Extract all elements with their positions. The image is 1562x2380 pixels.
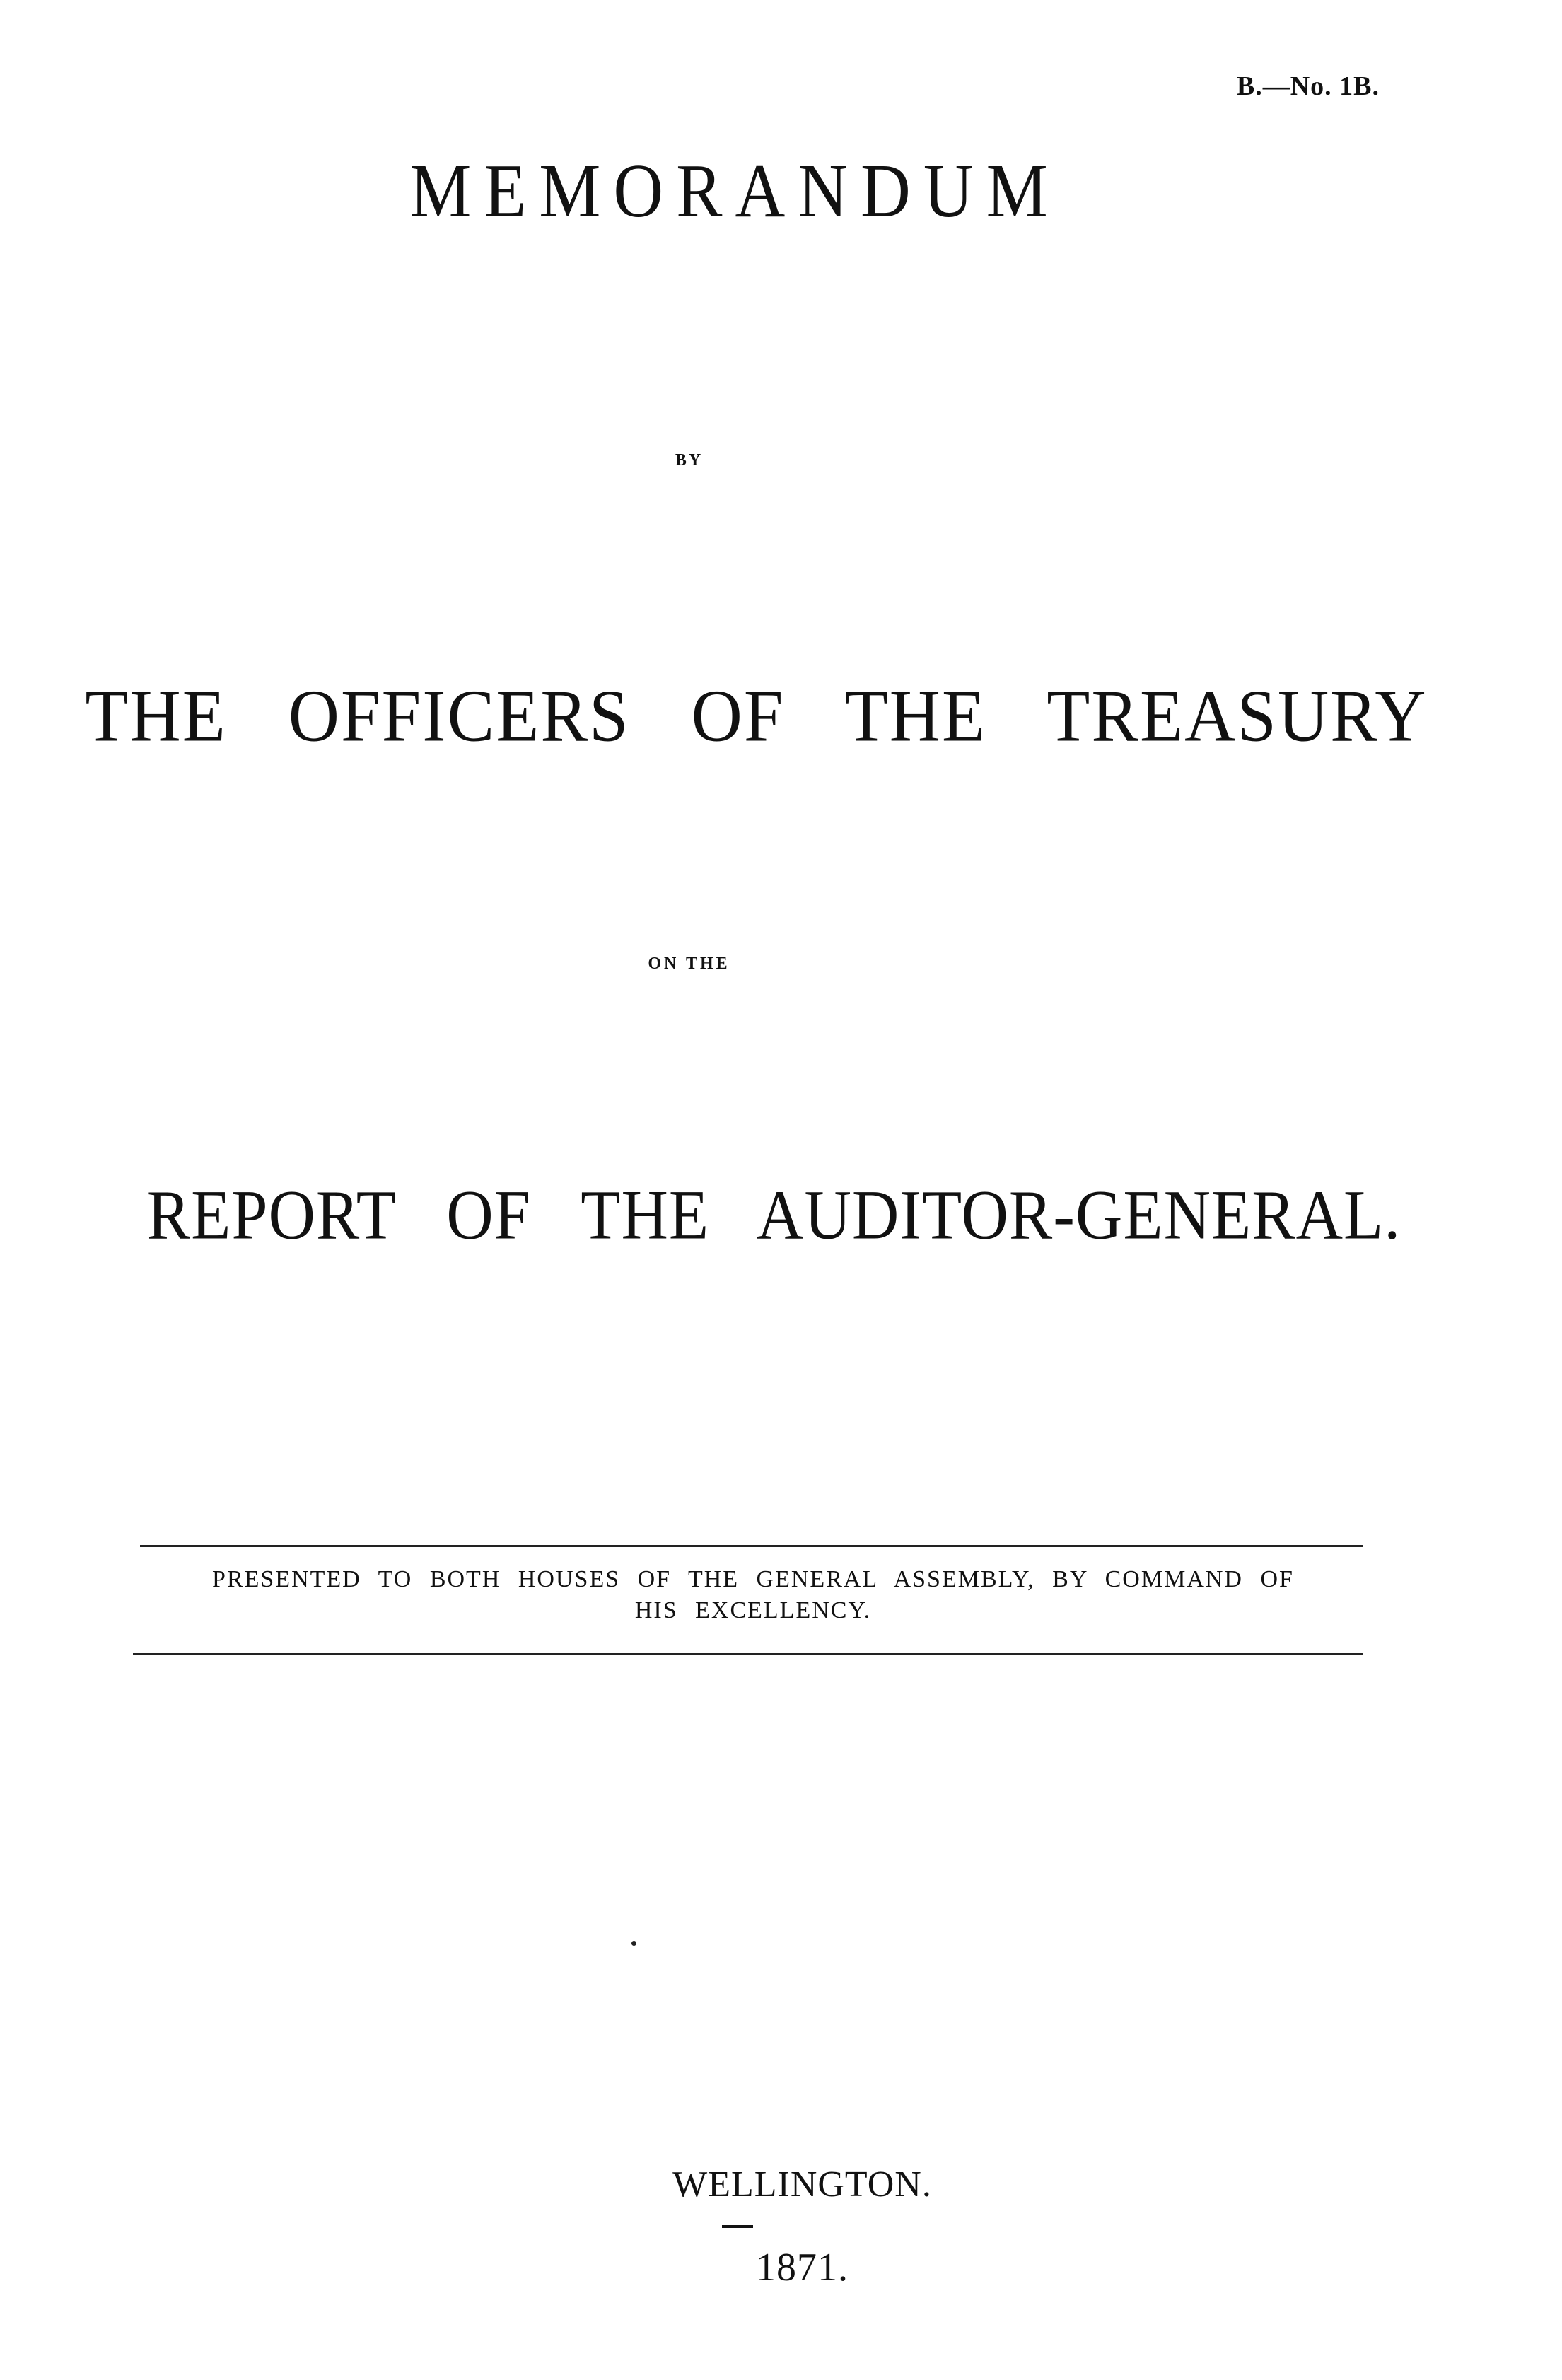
presentation-notice: [148, 1564, 1358, 1626]
by-label: BY: [675, 451, 704, 469]
document-reference-number: B.—No. 1B.: [1236, 71, 1380, 101]
on-the-label: ON THE: [648, 955, 730, 973]
ink-dot: [631, 1941, 636, 1946]
author-heading: THE OFFICERS OF THE TREASURY: [85, 675, 1428, 757]
subject-heading: REPORT OF THE AUDITOR-GENERAL.: [146, 1175, 1401, 1254]
publication-year: 1871.: [756, 2246, 849, 2289]
publication-place: WELLINGTON.: [672, 2164, 932, 2205]
bottom-divider: [133, 1653, 1363, 1655]
top-divider: [140, 1545, 1363, 1547]
place-year-dash: [722, 2225, 753, 2228]
presentation-line-1: PRESENTED TO BOTH HOUSES OF THE GENERAL ASSEMBLY, BY COMMAND OF: [212, 1566, 1294, 1592]
document-title: MEMORANDUM: [409, 149, 1061, 234]
presentation-line-2: HIS EXCELLENCY.: [634, 1597, 872, 1623]
